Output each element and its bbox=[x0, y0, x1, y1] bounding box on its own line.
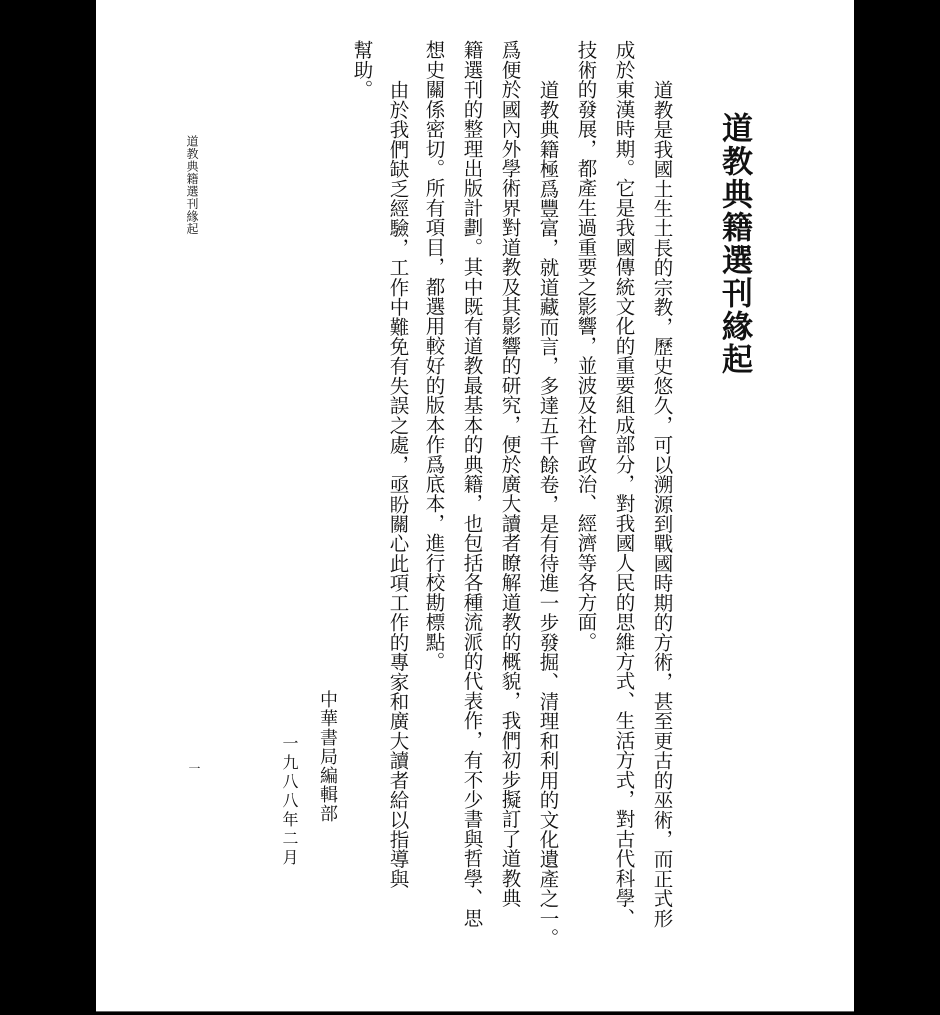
body-column-5: 爲便於國內外學術界對道教及其影響的研究，便於廣大讀者瞭解道教的概貌，我們初步擬訂了道教典 bbox=[498, 40, 522, 908]
body-column-9: 幫助。 bbox=[350, 40, 374, 100]
date: 一九八八年二月 bbox=[280, 735, 299, 868]
body-column-3: 技術的發展，都產生過重要之影響，並波及社會政治、經濟等各方面。 bbox=[574, 40, 598, 652]
body-column-6: 籍選刊的整理出版計劃。其中既有道教最基本的典籍，也包括各種流派的代表作，有不少書與哲學、思 bbox=[460, 40, 484, 928]
body-column-7: 想史關係密切。所有項目，都選用較好的版本作爲底本，進行校勘標點。 bbox=[422, 40, 446, 672]
page-bottom-edge bbox=[96, 1011, 854, 1012]
body-column-8: 由於我們缺乏經驗，工作中難免有失誤之處，亟盼關心此項工作的專家和廣大讀者給以指導與 bbox=[386, 80, 410, 889]
signature: 中華書局編輯部 bbox=[317, 690, 338, 823]
running-header: 道教典籍選刊緣起 bbox=[185, 135, 199, 235]
body-column-1: 道教是我國土生土長的宗教，歷史悠久，可以溯源到戰國時期的方術，甚至更古的巫術，而正式形 bbox=[650, 80, 674, 928]
body-column-4: 道教典籍極爲豐富，就道藏而言，多達五千餘卷，是有待進一步發掘、清理和利用的文化遺產之一。 bbox=[536, 80, 560, 948]
page-number: 一 bbox=[187, 762, 201, 774]
body-column-2: 成於東漢時期。它是我國傳統文化的重要組成部分，對我國人民的思維方式、生活方式，對古代科學、 bbox=[612, 40, 636, 928]
document-title: 道教典籍選刊緣起 bbox=[716, 112, 752, 376]
